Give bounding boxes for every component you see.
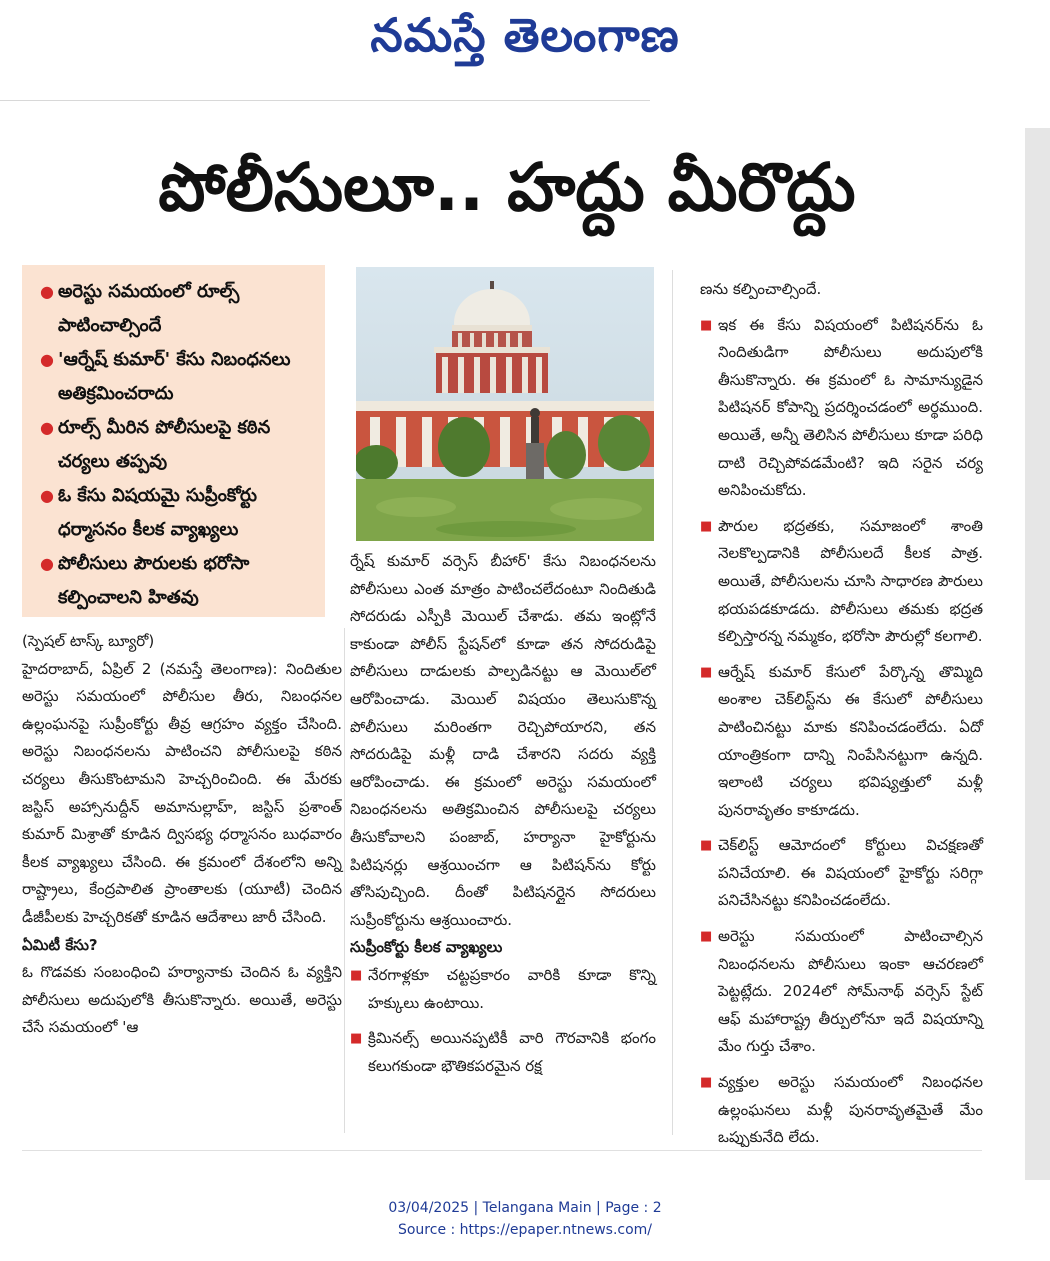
column-divider — [344, 628, 345, 1133]
bullet-icon: ■ — [700, 1075, 713, 1091]
bullet-item: ■ పౌరుల భద్రతకు, సమాజంలో శాంతి నెలకొల్పడానికి పోలీసులదే కీలక పాత్ర. అయితే, పోలీసులను చూసి సాధారణ పౌరులు భయపడకూడదు. పోలీసులు తమకు భద్రత కల్పిస్తారన్న నమ్మకం, భరోసా పౌరుల్లో కలగాలి. — [700, 513, 983, 651]
article-column-1 — [22, 628, 342, 1042]
bullet-item: ■ చెక్‌లిస్ట్ ఆమోదంలో కోర్టులు విచక్షణతో పనిచేయాలి. ఈ విషయంలో హైకోర్టు సరిగ్గా పనిచేసినట్టు కనిపించడంలేదు. — [700, 832, 983, 915]
bullet-item: ■ క్రిమినల్స్ అయినప్పటికీ వారి గౌరవానికి భంగం కలుగకుండా భౌతికపరమైన రక్ష — [350, 1025, 656, 1080]
column-divider — [672, 270, 673, 1135]
bullet-icon: ● — [40, 282, 54, 301]
bullet-icon: ■ — [700, 838, 713, 854]
subheading: ఏమిటీ కేసు? — [22, 935, 98, 954]
bottom-divider — [22, 1150, 982, 1151]
bullet-icon: ■ — [700, 317, 713, 333]
masthead-divider — [0, 100, 650, 101]
footer — [0, 1197, 1050, 1241]
bullet-item: ■ ఇక ఈ కేసు విషయంలో పిటిషనర్‌ను ఓ నిందితుడిగా పోలీసులు అదుపులోకి తీసుకొన్నారు. ఈ క్రమంలో ఓ సామాన్యుడైన పిటిషనర్ కోపాన్ని ప్రదర్శించడంలో అర్థముంది. అయితే, అన్నీ తెలిసిన పోలీసులు కూడా పరిధి దాటి రెచ్చిపోవడమేంటి? ఇది సరైన చర్య అనిపించుకోదు. — [700, 312, 983, 505]
highlight-item: ● 'ఆర్నేష్ కుమార్' కేసు నిబంధనలు అతిక్రమించరాదు — [40, 343, 317, 411]
bullet-item: ■ అరెస్టు సమయంలో పాటించాల్సిన నిబంధనలను పోలీసులు ఇంకా ఆచరణలో పెట్టట్లేదు. 2024లో సోమ్‌నాథ్ వర్సెస్ స్టేట్ ఆఫ్ మహారాష్ట్ర తీర్పులోనూ ఇదే విషయాన్ని మేం గుర్తు చేశాం. — [700, 923, 983, 1061]
bullet-icon: ● — [40, 486, 54, 505]
bullet-icon: ■ — [350, 1031, 363, 1047]
article-paragraph: హైదరాబాద్, ఏప్రిల్ 2 (నమస్తే తెలంగాణ): నిందితుల అరెస్టు సమయంలో పోలీసుల తీరు, నిబంధనల ఉల్లంఘనపై సుప్రీంకోర్టు తీవ్ర ఆగ్రహం వ్యక్తం చేసింది. అరెస్టు నిబంధనలను పాటించని పోలీసులపై కఠిన చర్యలు తీసుకొంటామని హెచ్చరించింది. ఈ మేరకు జస్టిస్ అహ్సానుద్దీన్ అమానుల్లాహ్, జస్టిస్ ప్రశాంత్ కుమార్ మిశ్రాతో కూడిన ద్విసభ్య ధర్మాసనం బుధవారం కీలక వ్యాఖ్యలు చేసింది. ఈ క్రమంలో దేశంలోని అన్ని రాష్ట్రాలు, కేంద్రపాలిత ప్రాంతాలకు (యూటీ) చెందిన డీజీపీలకు హెచ్చరికతో కూడిన ఆదేశాలు జారీ చేసింది. — [22, 659, 342, 926]
bullet-icon: ● — [40, 418, 54, 437]
highlight-item: ● పోలీసులు పౌరులకు భరోసా కల్పించాలని హితవు — [40, 547, 317, 615]
highlight-item: ● రూల్స్ మీరిన పోలీసులపై కఠిన చర్యలు తప్పవు — [40, 411, 317, 479]
subheading: సుప్రీంకోర్టు కీలక వ్యాఖ్యలు — [350, 938, 503, 957]
bullet-icon: ■ — [350, 967, 363, 983]
highlight-item: ● అరెస్టు సమయంలో రూల్స్ పాటించాల్సిందే — [40, 275, 317, 343]
page-edge-stripe — [1025, 128, 1050, 1180]
bullet-item: ■ ఆర్నేష్ కుమార్ కేసులో పేర్కొన్న తొమ్మిది అంశాల చెక్‌లిస్ట్‌ను ఈ కేసులో పోలీసులు పాటించినట్టు మాకు కనిపించడంలేదు. ఏదో యాంత్రికంగా దాన్ని నింపేసినట్టుగా ఉన్నది. ఇలాంటి చర్యలు భవిష్యత్తులో మళ్లీ పునరావృతం కాకూడదు. — [700, 659, 983, 825]
supreme-court-photo — [356, 267, 654, 541]
bullet-item: ■ నేరగాళ్లకూ చట్టప్రకారం వారికి కూడా కొన్ని హక్కులు ఉంటాయి. — [350, 962, 656, 1017]
bullet-icon: ● — [40, 554, 54, 573]
article-column-3 — [700, 276, 983, 1160]
masthead-logo: నమస్తే తెలంగాణ — [370, 8, 680, 62]
footer-date-line: 03/04/2025 | Telangana Main | Page : 2 — [388, 1200, 662, 1216]
article-paragraph: ణను కల్పించాల్సిందే. — [700, 280, 822, 298]
bullet-icon: ■ — [700, 664, 713, 680]
footer-source-link[interactable]: Source : https://epaper.ntnews.com/ — [397, 1222, 653, 1238]
masthead — [0, 8, 1050, 74]
bullet-item: ■ వ్యక్తుల అరెస్టు సమయంలో నిబంధనల ఉల్లంఘనలు మళ్లీ పునరావృతమైతే మేం ఒప్పుకునేది లేదు. — [700, 1069, 983, 1152]
bullet-icon: ■ — [700, 518, 713, 534]
bullet-icon: ● — [40, 350, 54, 369]
headline: పోలీసులూ.. హద్దు మీరొద్దు — [158, 149, 856, 226]
highlights-box — [22, 265, 325, 617]
article-paragraph: ర్నేష్ కుమార్ వర్సెస్ బీహార్' కేసు నిబంధనలను పోలీసులు ఎంత మాత్రం పాటించలేదంటూ నిందితుడి సోదరుడు ఎస్పీకి మెయిల్ చేశాడు. తమ ఇంట్లోనే కాకుండా పోలీస్ స్టేషన్‌లో కూడా తన సోదరుడిపై పోలీసులు దాడులకు పాల్పడినట్టు ఆ మెయిల్‌లో ఆరోపించాడు. మెయిల్ విషయం తెలుసుకొన్న పోలీసులు మరింతగా రెచ్చిపోయారని, తన సోదరుడిపై మళ్లీ దాడి చేశారని సదరు వ్యక్తి ఆరోపించాడు. ఈ క్రమంలో అరెస్టు సమయంలో నిబంధనలను అతిక్రమించిన పోలీసులపై చర్యలు తీసుకోవాలని పంజాబ్, హర్యానా హైకోర్టును పిటిషనర్లు ఆశ్రయించగా ఆ పిటిషన్‌ను కోర్టు తోసిపుచ్చింది. దీంతో పిటిషనర్లైన సోదరులు సుప్రీంకోర్టును ఆశ్రయించారు. — [350, 552, 656, 929]
article-paragraph: ఓ గొడవకు సంబంధించి హర్యానాకు చెందిన ఓ వ్యక్తిని పోలీసులు అదుపులోకి తీసుకొన్నారు. అయితే, అరెస్టు చేసే సమయంలో 'ఆ — [22, 963, 342, 1037]
bullet-icon: ■ — [700, 929, 713, 945]
article-column-2 — [350, 548, 656, 1088]
highlight-item: ● ఓ కేసు విషయమై సుప్రీంకోర్టు ధర్మాసనం కీలక వ్యాఖ్యలు — [40, 479, 317, 547]
byline: (స్పెషల్ టాస్క్ బ్యూరో) — [22, 632, 155, 650]
